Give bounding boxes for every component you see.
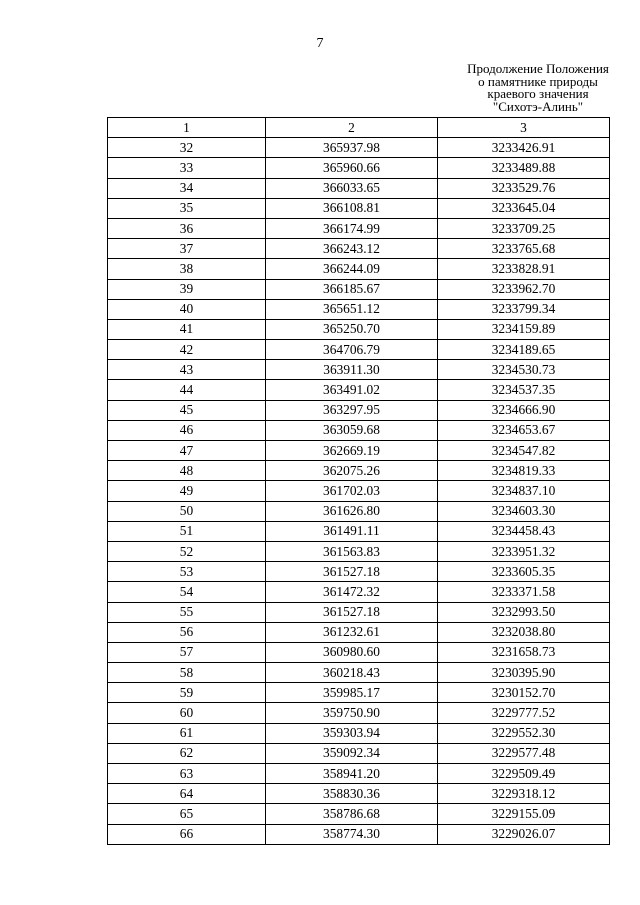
x-coordinate-cell: 361527.18 — [266, 602, 438, 622]
x-coordinate-cell: 366108.81 — [266, 198, 438, 218]
point-number-cell: 50 — [108, 501, 266, 521]
y-coordinate-cell: 3230152.70 — [438, 683, 610, 703]
point-number-cell: 64 — [108, 784, 266, 804]
x-coordinate-cell: 365960.66 — [266, 158, 438, 178]
column-header: 3 — [438, 118, 610, 138]
x-coordinate-cell: 360218.43 — [266, 663, 438, 683]
point-number-cell: 57 — [108, 642, 266, 662]
x-coordinate-cell: 363491.02 — [266, 380, 438, 400]
y-coordinate-cell: 3230395.90 — [438, 663, 610, 683]
x-coordinate-cell: 358830.36 — [266, 784, 438, 804]
x-coordinate-cell: 358786.68 — [266, 804, 438, 824]
header-line: "Сихотэ-Алинь" — [492, 98, 584, 114]
table-row — [108, 703, 610, 723]
table-row — [108, 138, 610, 158]
x-coordinate-cell: 366244.09 — [266, 259, 438, 279]
table-row — [108, 683, 610, 703]
y-coordinate-cell: 3233962.70 — [438, 279, 610, 299]
table-row — [108, 461, 610, 481]
header-line: краевого значения — [487, 86, 589, 101]
x-coordinate-cell: 359303.94 — [266, 723, 438, 743]
y-coordinate-cell: 3233489.88 — [438, 158, 610, 178]
point-number-cell: 43 — [108, 360, 266, 380]
y-coordinate-cell: 3229509.49 — [438, 764, 610, 784]
y-coordinate-cell: 3229318.12 — [438, 784, 610, 804]
x-coordinate-cell: 366174.99 — [266, 218, 438, 238]
y-coordinate-cell: 3232038.80 — [438, 622, 610, 642]
point-number-cell: 37 — [108, 239, 266, 259]
x-coordinate-cell: 364706.79 — [266, 340, 438, 360]
table-row — [108, 198, 610, 218]
y-coordinate-cell: 3233371.58 — [438, 582, 610, 602]
page-number: 7 — [316, 36, 324, 51]
y-coordinate-cell: 3229577.48 — [438, 743, 610, 763]
table-row — [108, 218, 610, 238]
y-coordinate-cell: 3233529.76 — [438, 178, 610, 198]
y-coordinate-cell: 3234458.43 — [438, 521, 610, 541]
point-number-cell: 58 — [108, 663, 266, 683]
table-row — [108, 441, 610, 461]
point-number-cell: 62 — [108, 743, 266, 763]
y-coordinate-cell: 3234819.33 — [438, 461, 610, 481]
x-coordinate-cell: 360980.60 — [266, 642, 438, 662]
point-number-cell: 51 — [108, 521, 266, 541]
table-row — [108, 642, 610, 662]
x-coordinate-cell: 361626.80 — [266, 501, 438, 521]
table-row — [108, 804, 610, 824]
point-number-cell: 63 — [108, 764, 266, 784]
x-coordinate-cell: 365250.70 — [266, 319, 438, 339]
y-coordinate-cell: 3233605.35 — [438, 562, 610, 582]
point-number-cell: 42 — [108, 340, 266, 360]
x-coordinate-cell: 362075.26 — [266, 461, 438, 481]
y-coordinate-cell: 3233951.32 — [438, 541, 610, 561]
x-coordinate-cell: 359985.17 — [266, 683, 438, 703]
y-coordinate-cell: 3234530.73 — [438, 360, 610, 380]
y-coordinate-cell: 3234159.89 — [438, 319, 610, 339]
point-number-cell: 60 — [108, 703, 266, 723]
table-row — [108, 743, 610, 763]
point-number-cell: 55 — [108, 602, 266, 622]
x-coordinate-cell: 361232.61 — [266, 622, 438, 642]
table-row — [108, 299, 610, 319]
x-coordinate-cell: 362669.19 — [266, 441, 438, 461]
table-header-row — [108, 118, 610, 138]
y-coordinate-cell: 3229026.07 — [438, 824, 610, 844]
table-row — [108, 380, 610, 400]
table-row — [108, 723, 610, 743]
column-header: 2 — [266, 118, 438, 138]
y-coordinate-cell: 3234547.82 — [438, 441, 610, 461]
y-coordinate-cell: 3234537.35 — [438, 380, 610, 400]
table-row — [108, 360, 610, 380]
table-row — [108, 279, 610, 299]
y-coordinate-cell: 3233426.91 — [438, 138, 610, 158]
x-coordinate-cell: 366185.67 — [266, 279, 438, 299]
table-row — [108, 319, 610, 339]
y-coordinate-cell: 3229552.30 — [438, 723, 610, 743]
x-coordinate-cell: 363297.95 — [266, 400, 438, 420]
point-number-cell: 56 — [108, 622, 266, 642]
column-header: 1 — [108, 118, 266, 138]
table-row — [108, 622, 610, 642]
table-row — [108, 158, 610, 178]
x-coordinate-cell: 359092.34 — [266, 743, 438, 763]
point-number-cell: 38 — [108, 259, 266, 279]
y-coordinate-cell: 3234837.10 — [438, 481, 610, 501]
x-coordinate-cell: 365937.98 — [266, 138, 438, 158]
document-header — [448, 63, 628, 113]
point-number-cell: 66 — [108, 824, 266, 844]
y-coordinate-cell: 3233828.91 — [438, 259, 610, 279]
point-number-cell: 39 — [108, 279, 266, 299]
y-coordinate-cell: 3233799.34 — [438, 299, 610, 319]
table-row — [108, 784, 610, 804]
table-row — [108, 663, 610, 683]
y-coordinate-cell: 3229777.52 — [438, 703, 610, 723]
table-row — [108, 400, 610, 420]
table-row — [108, 178, 610, 198]
table-row — [108, 501, 610, 521]
table-row — [108, 239, 610, 259]
point-number-cell: 53 — [108, 562, 266, 582]
x-coordinate-cell: 363059.68 — [266, 420, 438, 440]
x-coordinate-cell: 358774.30 — [266, 824, 438, 844]
header-line: Продолжение Положения — [467, 61, 609, 76]
y-coordinate-cell: 3233709.25 — [438, 218, 610, 238]
table-row — [108, 481, 610, 501]
x-coordinate-cell: 361472.32 — [266, 582, 438, 602]
table-row — [108, 340, 610, 360]
table-row — [108, 541, 610, 561]
table-row — [108, 521, 610, 541]
x-coordinate-cell: 361563.83 — [266, 541, 438, 561]
x-coordinate-cell: 359750.90 — [266, 703, 438, 723]
point-number-cell: 45 — [108, 400, 266, 420]
y-coordinate-cell: 3231658.73 — [438, 642, 610, 662]
point-number-cell: 40 — [108, 299, 266, 319]
point-number-cell: 35 — [108, 198, 266, 218]
y-coordinate-cell: 3234189.65 — [438, 340, 610, 360]
point-number-cell: 32 — [108, 138, 266, 158]
y-coordinate-cell: 3233765.68 — [438, 239, 610, 259]
x-coordinate-cell: 361702.03 — [266, 481, 438, 501]
table-row — [108, 562, 610, 582]
point-number-cell: 49 — [108, 481, 266, 501]
table-row — [108, 259, 610, 279]
table-row — [108, 602, 610, 622]
point-number-cell: 59 — [108, 683, 266, 703]
header-line: о памятнике природы — [478, 73, 598, 89]
coordinates-table — [107, 117, 610, 845]
x-coordinate-cell: 358941.20 — [266, 764, 438, 784]
x-coordinate-cell: 361527.18 — [266, 562, 438, 582]
y-coordinate-cell: 3229155.09 — [438, 804, 610, 824]
x-coordinate-cell: 361491.11 — [266, 521, 438, 541]
point-number-cell: 48 — [108, 461, 266, 481]
table-row — [108, 764, 610, 784]
point-number-cell: 65 — [108, 804, 266, 824]
y-coordinate-cell: 3234603.30 — [438, 501, 610, 521]
y-coordinate-cell: 3234653.67 — [438, 420, 610, 440]
point-number-cell: 34 — [108, 178, 266, 198]
table-body — [108, 138, 610, 845]
point-number-cell: 41 — [108, 319, 266, 339]
x-coordinate-cell: 365651.12 — [266, 299, 438, 319]
point-number-cell: 44 — [108, 380, 266, 400]
point-number-cell: 52 — [108, 541, 266, 561]
point-number-cell: 61 — [108, 723, 266, 743]
point-number-cell: 46 — [108, 420, 266, 440]
point-number-cell: 33 — [108, 158, 266, 178]
table-row — [108, 420, 610, 440]
point-number-cell: 54 — [108, 582, 266, 602]
x-coordinate-cell: 366033.65 — [266, 178, 438, 198]
point-number-cell: 36 — [108, 218, 266, 238]
x-coordinate-cell: 366243.12 — [266, 239, 438, 259]
y-coordinate-cell: 3234666.90 — [438, 400, 610, 420]
y-coordinate-cell: 3233645.04 — [438, 198, 610, 218]
table-row — [108, 824, 610, 844]
table-row — [108, 582, 610, 602]
point-number-cell: 47 — [108, 441, 266, 461]
y-coordinate-cell: 3232993.50 — [438, 602, 610, 622]
x-coordinate-cell: 363911.30 — [266, 360, 438, 380]
